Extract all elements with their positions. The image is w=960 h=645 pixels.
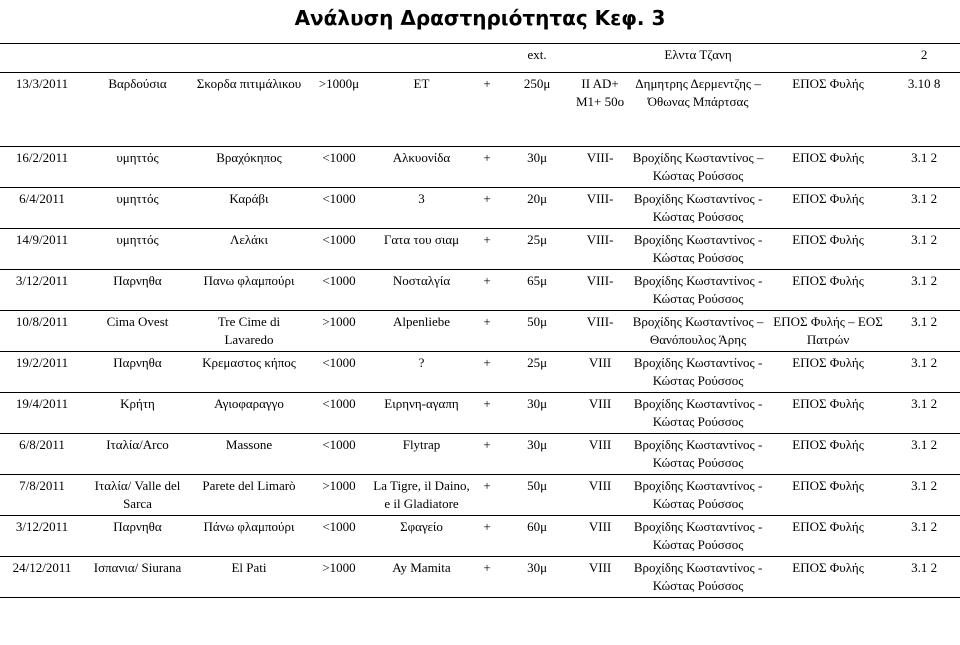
cell-alt: <1000 <box>307 393 371 434</box>
cell-route: Πανω φλαμπούρι <box>191 270 307 311</box>
cell-alt: >1000 <box>307 475 371 516</box>
cell-name: Alpenliebe <box>371 311 472 352</box>
cell-date: 6/4/2011 <box>0 188 84 229</box>
cell-length: 250μ <box>502 73 572 147</box>
table-row <box>0 434 960 475</box>
cell-plus: + <box>472 270 502 311</box>
cell-plus: + <box>472 147 502 188</box>
table-row <box>0 73 960 147</box>
cell-route: Massone <box>191 434 307 475</box>
table-row <box>0 393 960 434</box>
cell-club: ΕΠΟΣ Φυλής <box>768 147 888 188</box>
cell-name: Γατα του σιαμ <box>371 229 472 270</box>
table-row <box>0 229 960 270</box>
cell-diff: VIII- <box>572 188 628 229</box>
table-row <box>0 147 960 188</box>
cell-length: 25μ <box>502 352 572 393</box>
cell-length: 50μ <box>502 475 572 516</box>
cell-name: ? <box>371 352 472 393</box>
cell-diff: VIII <box>572 434 628 475</box>
cell-date: 3/12/2011 <box>0 516 84 557</box>
cell-grade: 3.10 8 <box>888 73 960 147</box>
cell-name: 3 <box>371 188 472 229</box>
cell-partners: Βροχίδης Κωσταντίνος - Κώστας Ρούσσος <box>628 352 768 393</box>
table-row <box>0 475 960 516</box>
cell-diff: VIII <box>572 557 628 598</box>
cell-area: υμηττός <box>84 147 191 188</box>
cell-date: 19/4/2011 <box>0 393 84 434</box>
cell-route: El Pati <box>191 557 307 598</box>
cell-partners: Βροχίδης Κωσταντίνος - Κώστας Ρούσσος <box>628 557 768 598</box>
cell-plus: + <box>472 393 502 434</box>
cell-length: 20μ <box>502 188 572 229</box>
cell-plus: + <box>472 311 502 352</box>
cell-club: ΕΠΟΣ Φυλής <box>768 434 888 475</box>
cell-date: 6/8/2011 <box>0 434 84 475</box>
cell-diff: VIII <box>572 352 628 393</box>
cell-partners: Βροχίδης Κωσταντίνος - Κώστας Ρούσσος <box>628 229 768 270</box>
cell-date: 3/12/2011 <box>0 270 84 311</box>
cell-grade: 3.1 2 <box>888 393 960 434</box>
cell-partners: Βροχίδης Κωσταντίνος - Κώστας Ρούσσος <box>628 516 768 557</box>
cell-route: Parete del Limarò <box>191 475 307 516</box>
cell-area: Παρνηθα <box>84 270 191 311</box>
cell-name: La Tigre, il Daino, e il Gladiatore <box>371 475 472 516</box>
cell-area: Βαρδούσια <box>84 73 191 147</box>
cell-plus: + <box>472 557 502 598</box>
cell-grade: 3.1 2 <box>888 188 960 229</box>
cell-partners: Βροχίδης Κωσταντίνος – Θανόπουλος Άρης <box>628 311 768 352</box>
table-row <box>0 188 960 229</box>
cell-diff: VIII- <box>572 147 628 188</box>
page-title: Ανάλυση Δραστηριότητας Κεφ. 3 <box>294 6 666 30</box>
cell-plus: + <box>472 434 502 475</box>
cell-grade: 3.1 2 <box>888 516 960 557</box>
cell-club: ΕΠΟΣ Φυλής <box>768 73 888 147</box>
cell-club: ΕΠΟΣ Φυλής <box>768 557 888 598</box>
cell-club: ΕΠΟΣ Φυλής <box>768 352 888 393</box>
cell-partners: Βροχίδης Κωσταντίνος - Κώστας Ρούσσος <box>628 475 768 516</box>
cell-club: ΕΠΟΣ Φυλής – ΕΟΣ Πατρών <box>768 311 888 352</box>
cell-diff: VIII <box>572 516 628 557</box>
cell-date: 24/12/2011 <box>0 557 84 598</box>
cell-plus: + <box>472 188 502 229</box>
cell-length: 30μ <box>502 434 572 475</box>
cell-area: Παρνηθα <box>84 516 191 557</box>
cell-name: Flytrap <box>371 434 472 475</box>
cell-date: 10/8/2011 <box>0 311 84 352</box>
cell-route: Πάνω φλαμπούρι <box>191 516 307 557</box>
cell-area: Ιταλία/Arco <box>84 434 191 475</box>
cell-alt: <1000 <box>307 352 371 393</box>
cell-diff: VIII- <box>572 229 628 270</box>
table-row <box>0 516 960 557</box>
cell-date: 14/9/2011 <box>0 229 84 270</box>
cell-club: ΕΠΟΣ Φυλής <box>768 516 888 557</box>
cell-route: Tre Cime di Lavaredo <box>191 311 307 352</box>
table-row <box>0 311 960 352</box>
cell-alt: <1000 <box>307 434 371 475</box>
cell-diff: VIII- <box>572 311 628 352</box>
cell-date: 7/8/2011 <box>0 475 84 516</box>
cell-diff: II AD+ M1+ 50o <box>572 73 628 147</box>
cell-alt: >1000 <box>307 557 371 598</box>
table-row <box>0 352 960 393</box>
cell-partners: Δημητρης Δερμεντζης – Όθωνας Μπάρτσας <box>628 73 768 147</box>
cell-route: Λελάκι <box>191 229 307 270</box>
cell-grade: 3.1 2 <box>888 229 960 270</box>
cell-grade: 3.1 2 <box>888 352 960 393</box>
cell-club: ΕΠΟΣ Φυλής <box>768 188 888 229</box>
cell-alt: <1000 <box>307 188 371 229</box>
cell-partners: Βροχίδης Κωσταντίνος - Κώστας Ρούσσος <box>628 188 768 229</box>
cell-partners: Βροχίδης Κωσταντίνος – Κώστας Ρούσσος <box>628 147 768 188</box>
table-row <box>0 44 960 73</box>
table-row <box>0 557 960 598</box>
cell-name: Ειρηνη-αγαπη <box>371 393 472 434</box>
cell-length: 65μ <box>502 270 572 311</box>
cell-area: Ιταλία/ Valle del Sarca <box>84 475 191 516</box>
cell-partners: Βροχίδης Κωσταντίνος - Κώστας Ρούσσος <box>628 434 768 475</box>
cell-area: υμηττός <box>84 229 191 270</box>
cell-name: ΕΤ <box>371 73 472 147</box>
cell-name: Ay Mamita <box>371 557 472 598</box>
cell-diff: VIII- <box>572 270 628 311</box>
cell-area: Ισπανια/ Siurana <box>84 557 191 598</box>
cell-name: Αλκυονίδα <box>371 147 472 188</box>
cell-plus: + <box>472 73 502 147</box>
table-row <box>0 270 960 311</box>
cell-date: 19/2/2011 <box>0 352 84 393</box>
cell-style: ext. <box>502 44 572 73</box>
cell-name: Νοσταλγία <box>371 270 472 311</box>
cell-alt: >1000 <box>307 311 371 352</box>
cell-partners: Βροχίδης Κωσταντίνος - Κώστας Ρούσσος <box>628 393 768 434</box>
cell-alt: <1000 <box>307 147 371 188</box>
cell-length: 30μ <box>502 393 572 434</box>
cell-length: 50μ <box>502 311 572 352</box>
cell-alt: <1000 <box>307 270 371 311</box>
cell-diff: VIII <box>572 475 628 516</box>
cell-club: ΕΠΟΣ Φυλής <box>768 270 888 311</box>
cell-alt: >1000μ <box>307 73 371 147</box>
cell-grade: 3.1 2 <box>888 434 960 475</box>
cell-name: Σφαγείο <box>371 516 472 557</box>
cell-length: 30μ <box>502 147 572 188</box>
cell-route: Καράβι <box>191 188 307 229</box>
cell-plus: + <box>472 475 502 516</box>
cell-plus: + <box>472 229 502 270</box>
cell-grade: 3.1 2 <box>888 147 960 188</box>
cell-alt: <1000 <box>307 516 371 557</box>
cell-club: ΕΠΟΣ Φυλής <box>768 393 888 434</box>
cell-plus: + <box>472 352 502 393</box>
cell-area: Κρήτη <box>84 393 191 434</box>
cell-length: 25μ <box>502 229 572 270</box>
cell-area: υμηττός <box>84 188 191 229</box>
cell-grade: 2 <box>888 44 960 73</box>
cell-date: 13/3/2011 <box>0 73 84 147</box>
cell-area: Παρνηθα <box>84 352 191 393</box>
cell-grade: 3.1 2 <box>888 270 960 311</box>
cell-partners: Βροχίδης Κωσταντίνος - Κώστας Ρούσσος <box>628 270 768 311</box>
cell-route: Βραχόκηπος <box>191 147 307 188</box>
cell-area: Cima Ovest <box>84 311 191 352</box>
cell-date: 16/2/2011 <box>0 147 84 188</box>
cell-length: 30μ <box>502 557 572 598</box>
cell-route: Κρεμαστος κήπος <box>191 352 307 393</box>
cell-grade: 3.1 2 <box>888 557 960 598</box>
cell-alt: <1000 <box>307 229 371 270</box>
cell-club: ΕΠΟΣ Φυλής <box>768 475 888 516</box>
cell-grade: 3.1 2 <box>888 311 960 352</box>
cell-club: ΕΠΟΣ Φυλής <box>768 229 888 270</box>
cell-grade: 3.1 2 <box>888 475 960 516</box>
cell-diff: VIII <box>572 393 628 434</box>
cell-partners: Ελντα Τζανη <box>628 44 768 73</box>
cell-length: 60μ <box>502 516 572 557</box>
climbing-log-table <box>0 43 960 598</box>
cell-route: Σκορδα πιτιμάλικου <box>191 73 307 147</box>
cell-plus: + <box>472 516 502 557</box>
cell-route: Αγιοφαραγγο <box>191 393 307 434</box>
